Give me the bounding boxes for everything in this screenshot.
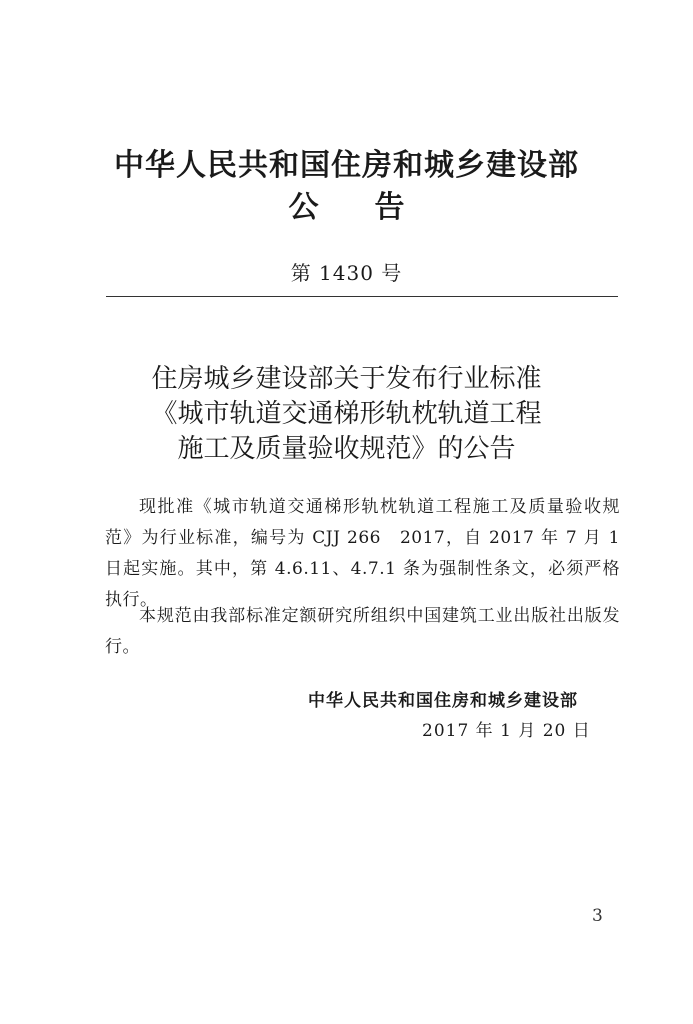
signature-date: 2017 年 1 月 20 日 [422,721,591,741]
paragraph-text: 本规范由我部标准定额研究所组织中国建筑工业出版社出版发行。 [105,606,620,657]
paragraph-text: 现批准《城市轨道交通梯形轨枕轨道工程施工及质量验收规范》为行业标准，编号为 CJJ 266 2017，自 2017 年 7 月 1 日起实施。其中，第 4.6.11、4.7.1 条为强制性条文，必须严格执行。 [105,497,620,610]
signature-organization: 中华人民共和国住房和城乡建设部 [308,691,578,711]
body-paragraph-publisher [105,601,620,663]
subject-line: 住房城乡建设部关于发布行业标准 [151,364,542,394]
document-type: 公告 [288,190,461,225]
announcement-subject [0,362,693,467]
page-number: 3 [592,906,603,926]
body-paragraph-approval [105,492,620,616]
subject-line: 施工及质量验收规范》的公告 [177,434,516,464]
document-number: 第 1430 号 [290,261,403,285]
issuer-title: 中华人民共和国住房和城乡建设部 [114,148,579,183]
header-divider [106,296,618,297]
subject-line: 《城市轨道交通梯形轨枕轨道工程 [151,399,542,429]
